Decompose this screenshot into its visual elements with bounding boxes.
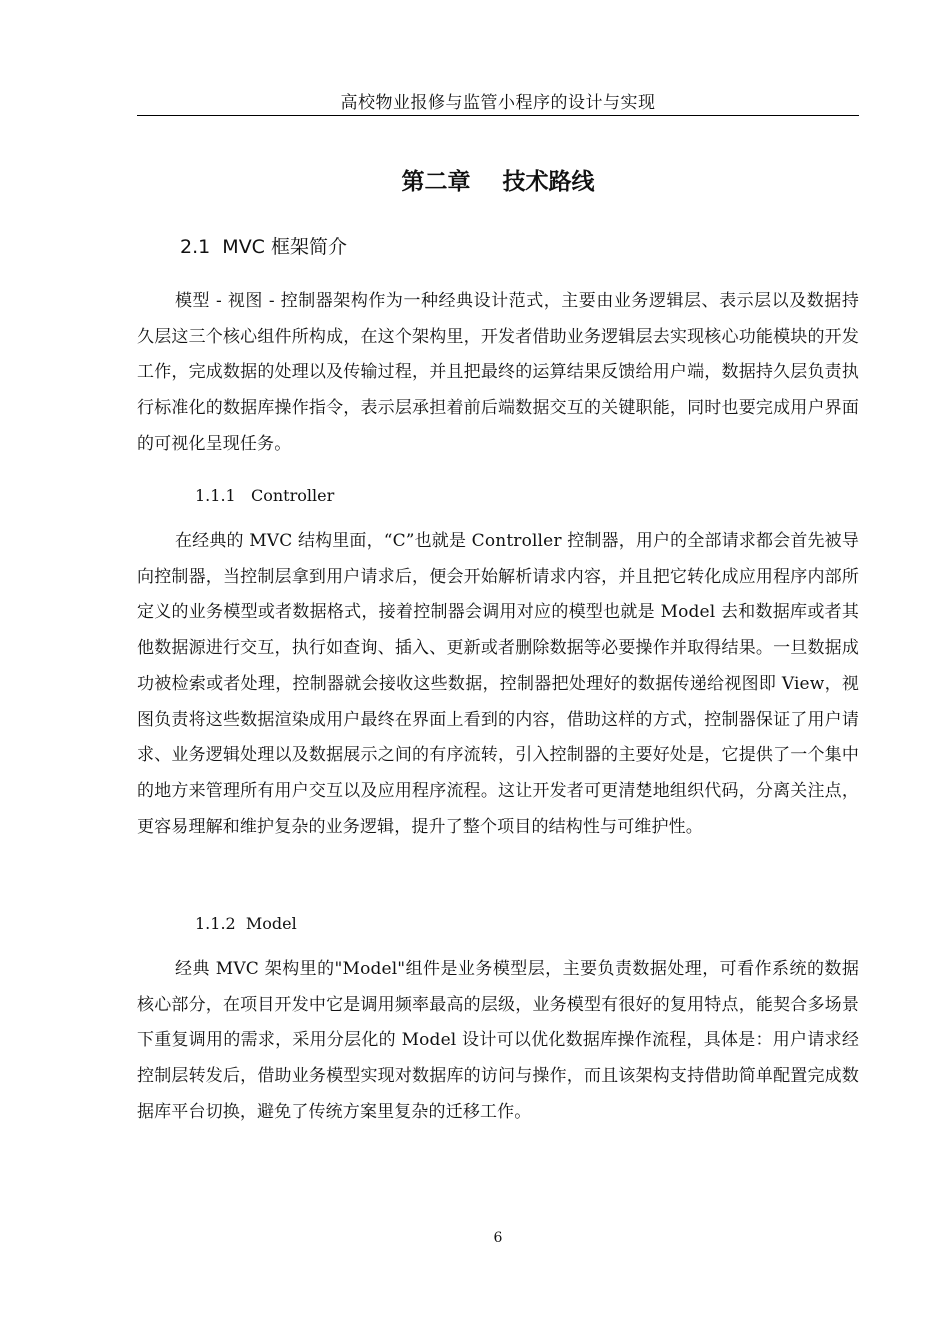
- chapter-title: 第二章 技术路线: [401, 169, 595, 195]
- model-paragraph: 经典 MVC 架构里的"Model"组件是业务模型层，主要负责数据处理，可看作系统的数据核心部分，在项目开发中它是调用频率最高的层级，业务模型有很好的复用特点，能契合多场景下重复调用的需求，采用分层化的 Model 设计可以优化数据库操作流程，具体是：用户请求经控制层转发后，借助业务模型实现对数据库的访问与操作，而且该架构支持借助简单配置完成数据库平台切换，避免了传统方案里复杂的迁移工作。: [137, 959, 859, 1122]
- running-header: 高校物业报修与监管小程序的设计与实现: [340, 93, 656, 113]
- subsection-title-model: 1.1.2 Model: [195, 914, 297, 933]
- intro-paragraph: 模型 - 视图 - 控制器架构作为一种经典设计范式，主要由业务逻辑层、表示层以及数据持久层这三个核心组件所构成，在这个架构里，开发者借助业务逻辑层去实现核心功能模块的开发工作，完成数据的处理以及传输过程，并且把最终的运算结果反馈给用户端，数据持久层负责执行标准化的数据库操作指令，表示层承担着前后端数据交互的关键职能，同时也要完成用户界面的可视化呈现任务。: [137, 291, 859, 454]
- page-number: 6: [493, 1230, 503, 1246]
- subsection-title-controller: 1.1.1 Controller: [195, 486, 335, 505]
- section-title: 2.1 MVC 框架简介: [180, 236, 347, 258]
- controller-paragraph: 在经典的 MVC 结构里面，“C”也就是 Controller 控制器，用户的全部请求都会首先被导向控制器，当控制层拿到用户请求后，便会开始解析请求内容，并且把它转化成应用程序内部所定义的业务模型或者数据格式，接着控制器会调用对应的模型也就是 Model 去和数据库或者其他数据源进行交互，执行如查询、插入、更新或者删除数据等必要操作并取得结果。一旦数据成功被检索或者处理，控制器就会接收这些数据，控制器把处理好的数据传递给视图即 View，视图负责将这些数据渲染成用户最终在界面上看到的内容，借助这样的方式，控制器保证了用户请求、业务逻辑处理以及数据展示之间的有序流转，引入控制器的主要好处是，它提供了一个集中的地方来管理所有用户交互以及应用程序流程。这让开发者可更清楚地组织代码，分离关注点，更容易理解和维护复杂的业务逻辑，提升了整个项目的结构性与可维护性。: [137, 531, 859, 837]
- header-rule: [137, 115, 859, 116]
